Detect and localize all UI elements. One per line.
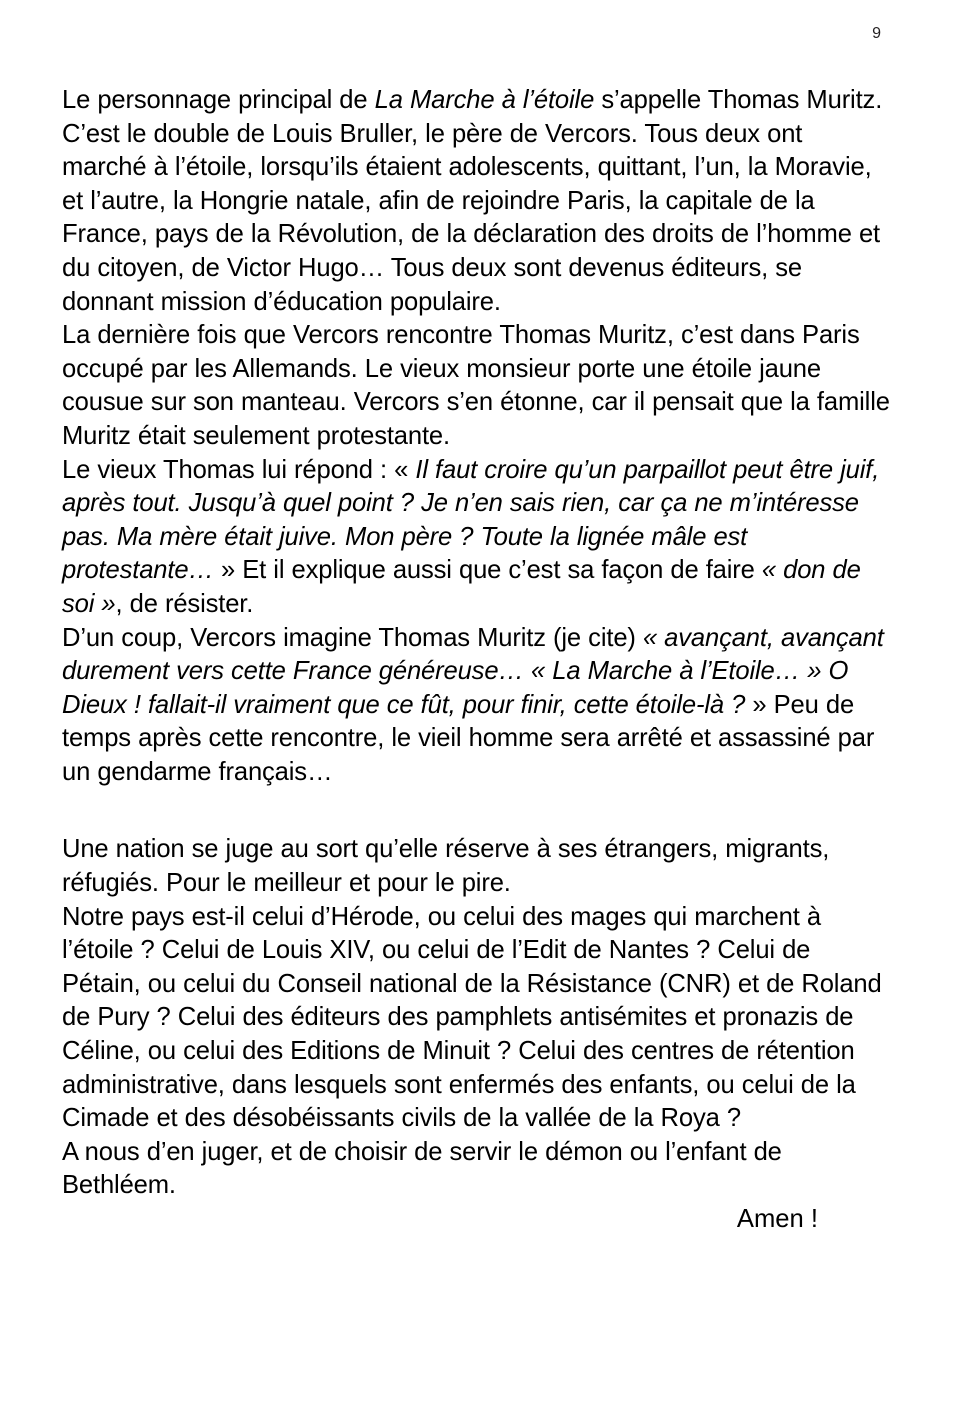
text-segment: » Peu de temps après cette rencontre, le vieil homme sera arrêté et assassiné par un gendarme français…	[62, 690, 875, 786]
paragraph-6	[62, 901, 890, 1136]
paragraph-7	[62, 1136, 890, 1203]
page-number: 9	[872, 25, 881, 42]
text-segment: D’un coup, Vercors imagine Thomas Muritz (je cite)	[62, 623, 643, 652]
text-segment: s’appelle Thomas Muritz. C’est le double de Louis Bruller, le père de Vercors. Tous deux ont marché à l’étoile, lorsqu’ils étaient adolescents, quittant, l’un, la Moravie, et l’autre, la Hongrie natale, afin de rejoindre Paris, la capitale de la France, pays de la Révolution, de la déclaration des droits de l’homme et du citoyen, de Victor Hugo… Tous deux sont devenus éditeurs, se donnant mission d’éducation populaire.	[62, 86, 883, 316]
document-body	[62, 84, 890, 1237]
text-segment: Il faut croire qu’un parpaillot peut être juif, après tout. Jusqu’à quel point ? Je n’en sais rien, car ça ne m’intéresse pas. Ma mère était juive. Mon père ? Toute la lignée mâle est protestante…	[62, 455, 880, 585]
text-segment: « avançant, avançant durement vers cette France généreuse… « La Marche à l’Etoile… » O Dieux ! fallait-il vraiment que ce fût, pour finir, cette étoile-là ?	[62, 623, 884, 719]
text-segment: A nous d’en juger, et de choisir de servir le démon ou l’enfant de Bethléem.	[62, 1137, 782, 1200]
closing-line: Amen !	[736, 1205, 818, 1233]
text-segment: « don de soi »	[62, 556, 861, 618]
paragraph-gap	[62, 789, 890, 833]
text-segment: » Et il explique aussi que c’est sa façon de faire	[213, 556, 762, 585]
text-segment: La dernière fois que Vercors rencontre Thomas Muritz, c’est dans Paris occupé par les Allemands. Le vieux monsieur porte une étoile jaune cousue sur son manteau. Vercors s’en étonne, car il pensait que la famille Muritz était seulement protestante.	[62, 321, 890, 450]
paragraph-3	[62, 454, 890, 622]
paragraph-1	[62, 84, 890, 319]
text-segment: Le vieux Thomas lui répond : «	[62, 455, 416, 484]
text-segment: Une nation se juge au sort qu’elle réserve à ses étrangers, migrants, réfugiés. Pour le meilleur et pour le pire.	[62, 835, 830, 898]
paragraph-5	[62, 833, 890, 900]
paragraph-4	[62, 622, 890, 790]
text-segment: , de résister.	[115, 589, 254, 618]
paragraph-2	[62, 319, 890, 453]
text-segment: Notre pays est-il celui d’Hérode, ou celui des mages qui marchent à l’étoile ? Celui de Louis XIV, ou celui de l’Edit de Nantes ? Celui de Pétain, ou celui du Conseil national de la Résistance (CNR) et de Roland de Pury ? Celui des éditeurs des pamphlets antisémites et pronazis de Céline, ou celui des Editions de Minuit ? Celui des centres de rétention administrative, dans lesquels sont enfermés des enfants, ou celui de la Cimade et des désobéissants civils de la vallée de la Roya ?	[62, 902, 882, 1133]
text-segment: La Marche à l’étoile	[374, 86, 595, 114]
text-segment: Le personnage principal de	[62, 86, 375, 114]
